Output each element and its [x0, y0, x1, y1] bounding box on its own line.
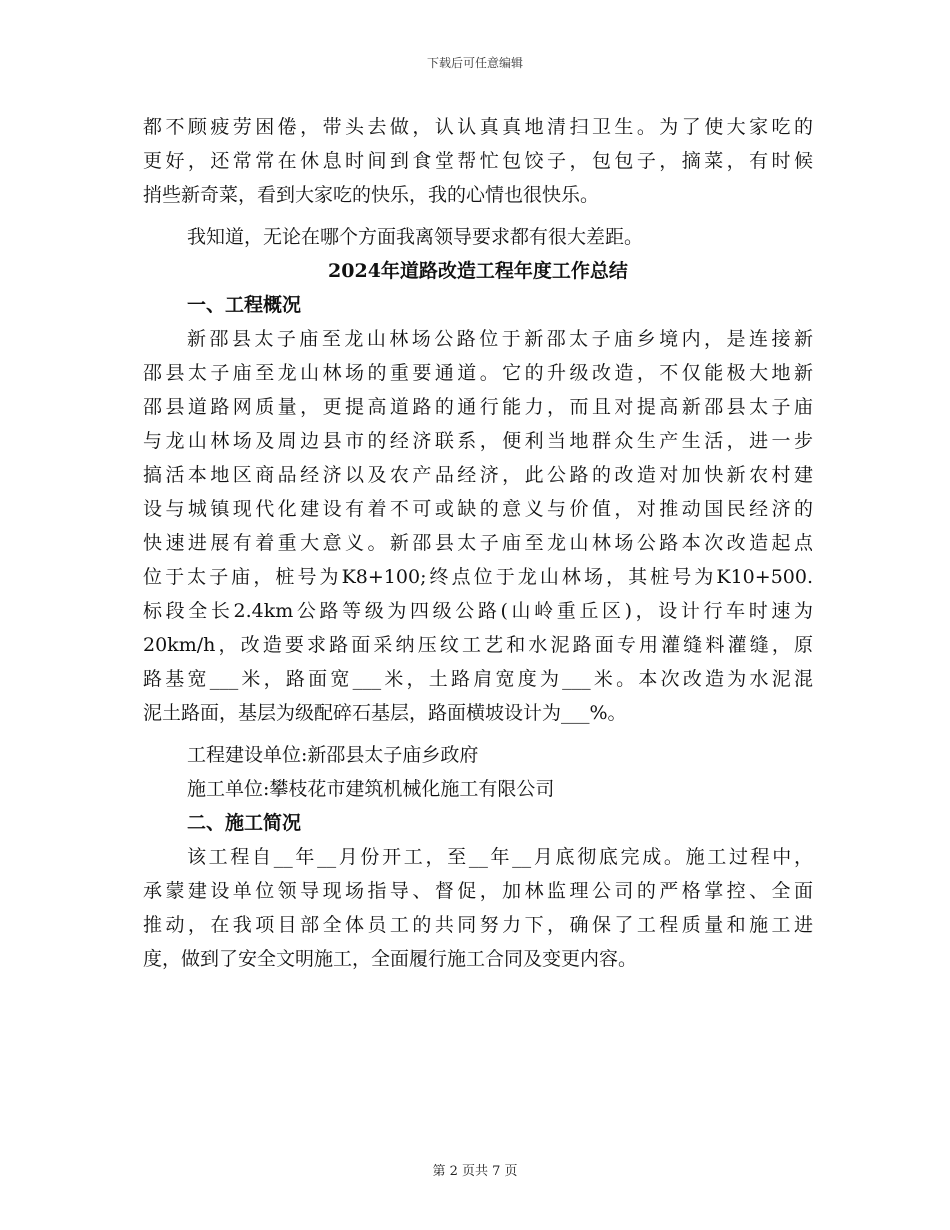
paragraph-line: 承蒙建设单位领导现场指导、督促，加林监理公司的严格掌控、全面 [143, 880, 813, 902]
paragraph-line: 度，做到了安全文明施工，全面履行施工合同及变更内容。 [143, 948, 638, 970]
closing-line: 我知道，无论在哪个方面我离领导要求都有很大差距。 [187, 226, 644, 248]
paragraph-line: 新邵县太子庙至龙山林场公路位于新邵太子庙乡境内，是连接新 [187, 328, 813, 350]
section-heading-construction: 二、施工简况 [187, 812, 302, 834]
paragraph-line: 更好，还常常在休息时间到食堂帮忙包饺子，包包子，摘菜，有时候 [143, 150, 813, 172]
paragraph-line: 与龙山林场及周边县市的经济联系，便利当地群众生产生活，进一步 [143, 430, 813, 452]
builder-unit-line: 工程建设单位:新邵县太子庙乡政府 [187, 744, 479, 766]
section-heading-overview: 一、工程概况 [187, 294, 302, 316]
paragraph-line: 位于太子庙，桩号为K8+100;终点位于龙山林场，其桩号为K10+500. [143, 566, 813, 588]
paragraph-line: 推动，在我项目部全体员工的共同努力下，确保了工程质量和施工进 [143, 914, 813, 936]
paragraph-line: 都不顾疲劳困倦，带头去做，认认真真地清扫卫生。为了使大家吃的 [143, 116, 813, 138]
document-body [143, 110, 813, 976]
paragraph-line: 快速进展有着重大意义。新邵县太子庙至龙山林场公路本次改造起点 [143, 532, 813, 554]
paragraph-line: 路基宽___米，路面宽___米，土路肩宽度为___米。本次改造为水泥混 [143, 668, 813, 690]
paragraph-line: 捎些新奇菜，看到大家吃的快乐，我的心情也很快乐。 [143, 184, 600, 206]
paragraph-line: 邵县道路网质量，更提高道路的通行能力，而且对提高新邵县太子庙 [143, 396, 813, 418]
paragraph-line: 搞活本地区商品经济以及农产品经济，此公路的改造对加快新农村建 [143, 464, 813, 486]
paragraph-line: 标段全长2.4km公路等级为四级公路(山岭重丘区)，设计行车时速为 [143, 600, 813, 622]
page-footer: 第 2 页共 7 页 [432, 1164, 518, 1179]
paragraph-line: 设与城镇现代化建设有着不可或缺的意义与价值，对推动国民经济的 [143, 498, 813, 520]
paragraph-line: 泥土路面，基层为级配碎石基层，路面横坡设计为___%。 [143, 702, 627, 724]
document-title: 2024年道路改造工程年度工作总结 [328, 260, 628, 282]
contractor-unit-line: 施工单位:攀枝花市建筑机械化施工有限公司 [187, 778, 555, 800]
paragraph-line: 邵县太子庙至龙山林场的重要通道。它的升级改造，不仅能极大地新 [143, 362, 813, 384]
paragraph-line: 该工程自__年__月份开工，至__年__月底彻底完成。施工过程中， [187, 846, 813, 868]
paragraph-line: 20km/h，改造要求路面采纳压纹工艺和水泥路面专用灌缝料灌缝，原 [143, 634, 813, 656]
page-header: 下载后可任意编辑 [426, 56, 523, 70]
